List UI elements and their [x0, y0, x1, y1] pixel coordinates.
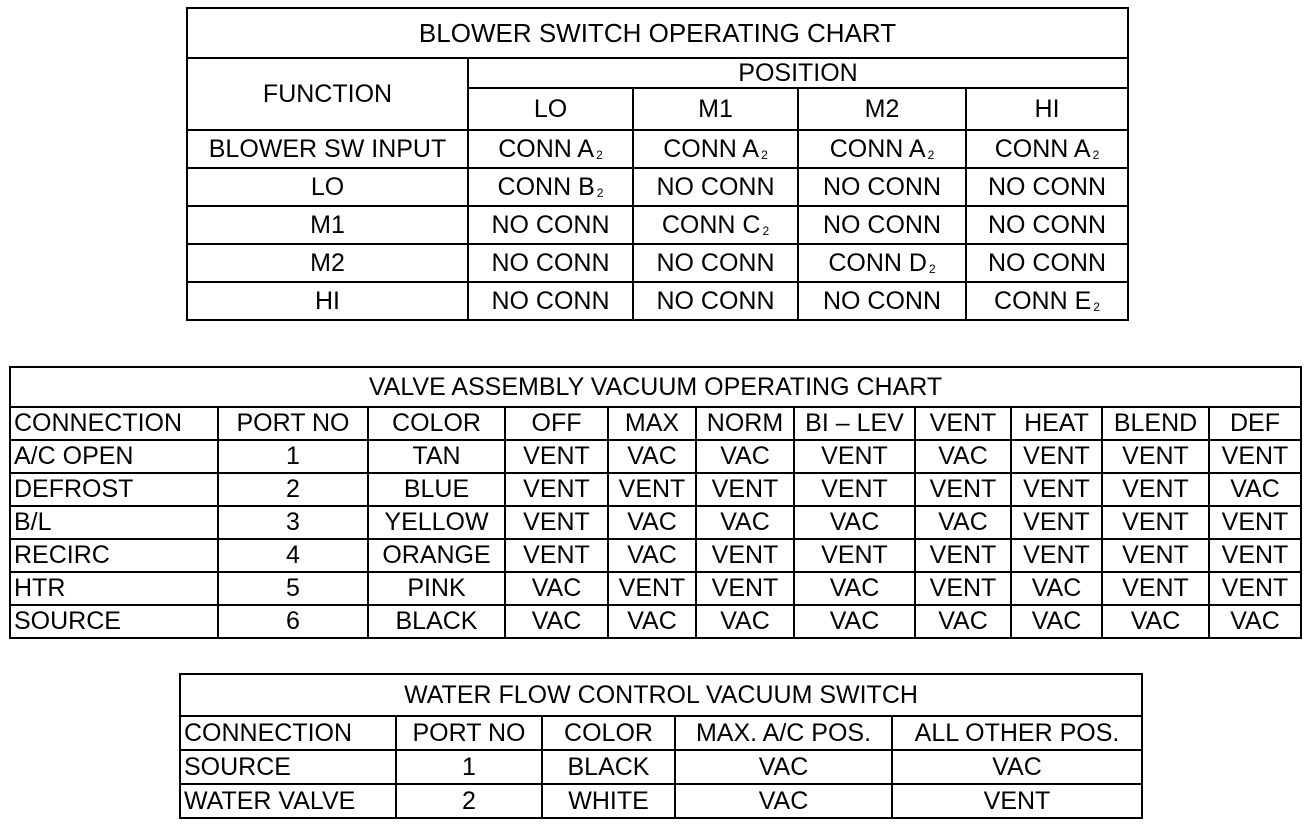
table-cell: VENT: [915, 572, 1011, 605]
table-row: [187, 168, 1128, 206]
connection-cell: SOURCE: [180, 750, 396, 784]
connection-subscript: 2: [762, 223, 770, 238]
table-cell: VAC: [505, 572, 608, 605]
connection-cell: B/L: [10, 506, 218, 539]
table-cell: VENT: [505, 506, 608, 539]
table-cell: VAC: [892, 750, 1142, 784]
table-cell: VENT: [1209, 572, 1301, 605]
table-cell: VENT: [505, 473, 608, 506]
connection-cell: A/C OPEN: [10, 440, 218, 473]
column-header: CONNECTION: [10, 407, 218, 440]
position-col-header: M1: [633, 88, 798, 130]
connection-text: CONN E: [994, 286, 1092, 315]
connection-text: NO CONN: [491, 286, 610, 315]
table-cell: VAC: [608, 440, 696, 473]
position-col-header: HI: [966, 88, 1128, 130]
position-col-header: LO: [468, 88, 633, 130]
table-cell: VENT: [1102, 440, 1209, 473]
function-header: FUNCTION: [187, 58, 468, 130]
column-header: OFF: [505, 407, 608, 440]
table-cell: VAC: [1102, 605, 1209, 638]
connection-subscript: 2: [927, 147, 935, 162]
connection-cell: [633, 244, 798, 282]
table-cell: VENT: [505, 539, 608, 572]
column-header: ALL OTHER POS.: [892, 716, 1142, 750]
connection-text: CONN D: [828, 248, 927, 277]
header-row: [10, 407, 1301, 440]
valve-chart-title: VALVE ASSEMBLY VACUUM OPERATING CHART: [10, 367, 1301, 407]
column-header: PORT NO: [218, 407, 368, 440]
table-cell: VAC: [1011, 572, 1102, 605]
table-row: [10, 605, 1301, 638]
function-cell: HI: [187, 282, 468, 320]
table-cell: WHITE: [542, 784, 675, 818]
connection-cell: [468, 206, 633, 244]
table-cell: VAC: [794, 572, 915, 605]
connection-cell: HTR: [10, 572, 218, 605]
connection-cell: [633, 168, 798, 206]
column-header: HEAT: [1011, 407, 1102, 440]
connection-cell: [966, 244, 1128, 282]
blower-switch-chart: [186, 7, 1129, 321]
connection-text: CONN C: [661, 210, 761, 239]
table-cell: BLACK: [542, 750, 675, 784]
table-cell: VENT: [1209, 440, 1301, 473]
function-cell: M1: [187, 206, 468, 244]
table-cell: 6: [218, 605, 368, 638]
table-cell: 2: [396, 784, 542, 818]
connection-cell: SOURCE: [10, 605, 218, 638]
column-header: PORT NO: [396, 716, 542, 750]
connection-subscript: 2: [596, 147, 603, 162]
table-cell: VENT: [915, 473, 1011, 506]
connection-subscript: 2: [1092, 147, 1100, 162]
table-cell: VENT: [1102, 539, 1209, 572]
connection-text: CONN A: [498, 134, 595, 163]
table-cell: VENT: [505, 440, 608, 473]
table-cell: VENT: [1102, 473, 1209, 506]
table-cell: VAC: [794, 605, 915, 638]
connection-text: NO CONN: [987, 248, 1107, 277]
table-cell: VENT: [1011, 539, 1102, 572]
connection-text: NO CONN: [656, 286, 775, 315]
connection-subscript: 2: [596, 185, 604, 200]
connection-text: NO CONN: [656, 248, 775, 277]
connection-cell: [966, 206, 1128, 244]
table-cell: BLACK: [368, 605, 505, 638]
table-row: [10, 572, 1301, 605]
function-cell: LO: [187, 168, 468, 206]
table-cell: VAC: [696, 605, 794, 638]
position-col-header: M2: [798, 88, 966, 130]
table-cell: VAC: [915, 506, 1011, 539]
connection-cell: [468, 282, 633, 320]
connection-text: CONN A: [663, 134, 760, 163]
table-cell: 4: [218, 539, 368, 572]
table-row: [180, 750, 1142, 784]
connection-text: NO CONN: [987, 210, 1107, 239]
connection-text: NO CONN: [491, 210, 610, 239]
connection-cell: [468, 168, 633, 206]
table-row: [10, 440, 1301, 473]
connection-text: NO CONN: [656, 172, 775, 201]
connection-subscript: 2: [1093, 299, 1100, 314]
connection-cell: [966, 168, 1128, 206]
connection-text: NO CONN: [987, 172, 1107, 201]
table-cell: VENT: [608, 572, 696, 605]
table-cell: 1: [396, 750, 542, 784]
table-cell: VAC: [675, 750, 892, 784]
table-cell: VAC: [1209, 605, 1301, 638]
table-row: [187, 130, 1128, 168]
table-cell: VAC: [1209, 473, 1301, 506]
connection-cell: [798, 282, 966, 320]
function-cell: M2: [187, 244, 468, 282]
connection-cell: [468, 130, 633, 168]
connection-cell: [798, 206, 966, 244]
table-cell: VENT: [1011, 473, 1102, 506]
table-row: [10, 506, 1301, 539]
table-cell: VENT: [1011, 440, 1102, 473]
table-cell: VENT: [696, 473, 794, 506]
column-header: VENT: [915, 407, 1011, 440]
column-header: BLEND: [1102, 407, 1209, 440]
table-cell: VENT: [608, 473, 696, 506]
column-header: MAX: [608, 407, 696, 440]
table-cell: PINK: [368, 572, 505, 605]
position-header: POSITION: [468, 58, 1128, 88]
table-cell: 2: [218, 473, 368, 506]
table-cell: VENT: [1102, 572, 1209, 605]
connection-text: CONN A: [994, 134, 1091, 163]
connection-text: NO CONN: [822, 286, 942, 315]
table-cell: VAC: [675, 784, 892, 818]
connection-subscript: 2: [761, 147, 768, 162]
table-row: [10, 539, 1301, 572]
table-cell: VENT: [696, 572, 794, 605]
table-cell: VENT: [1209, 506, 1301, 539]
table-cell: VENT: [1102, 506, 1209, 539]
table-cell: VENT: [794, 473, 915, 506]
connection-cell: WATER VALVE: [180, 784, 396, 818]
connection-text: NO CONN: [822, 172, 942, 201]
table-cell: VAC: [1011, 605, 1102, 638]
column-header: MAX. A/C POS.: [675, 716, 892, 750]
table-cell: 1: [218, 440, 368, 473]
connection-cell: [798, 168, 966, 206]
table-cell: VAC: [696, 440, 794, 473]
table-cell: VAC: [505, 605, 608, 638]
table-cell: TAN: [368, 440, 505, 473]
table-row: [187, 244, 1128, 282]
water-chart-title: WATER FLOW CONTROL VACUUM SWITCH: [180, 674, 1142, 716]
connection-text: NO CONN: [491, 248, 610, 277]
function-cell: BLOWER SW INPUT: [187, 130, 468, 168]
connection-cell: [633, 206, 798, 244]
connection-cell: [468, 244, 633, 282]
table-cell: VENT: [915, 539, 1011, 572]
connection-cell: [633, 282, 798, 320]
table-row: [180, 784, 1142, 818]
table-cell: VAC: [696, 506, 794, 539]
table-cell: 5: [218, 572, 368, 605]
column-header: COLOR: [368, 407, 505, 440]
table-cell: VENT: [892, 784, 1142, 818]
table-cell: VENT: [794, 539, 915, 572]
table-cell: VENT: [1209, 539, 1301, 572]
connection-cell: RECIRC: [10, 539, 218, 572]
connection-text: CONN B: [497, 172, 595, 201]
water-flow-chart: [179, 673, 1143, 819]
table-row: [187, 206, 1128, 244]
connection-text: CONN A: [829, 134, 926, 163]
table-cell: BLUE: [368, 473, 505, 506]
table-cell: VAC: [608, 605, 696, 638]
table-row: [187, 282, 1128, 320]
table-cell: 3: [218, 506, 368, 539]
table-cell: VAC: [915, 440, 1011, 473]
column-header: COLOR: [542, 716, 675, 750]
column-header: NORM: [696, 407, 794, 440]
connection-cell: [798, 244, 966, 282]
column-header: BI – LEV: [794, 407, 915, 440]
connection-cell: DEFROST: [10, 473, 218, 506]
connection-subscript: 2: [928, 261, 936, 276]
table-cell: ORANGE: [368, 539, 505, 572]
table-cell: VAC: [608, 539, 696, 572]
column-header: CONNECTION: [180, 716, 396, 750]
blower-chart-title: BLOWER SWITCH OPERATING CHART: [187, 8, 1128, 58]
connection-cell: [966, 282, 1128, 320]
table-cell: VAC: [915, 605, 1011, 638]
header-row: [180, 716, 1142, 750]
table-cell: VAC: [608, 506, 696, 539]
table-row: [10, 473, 1301, 506]
table-cell: VAC: [794, 506, 915, 539]
connection-cell: [798, 130, 966, 168]
table-cell: YELLOW: [368, 506, 505, 539]
connection-cell: [966, 130, 1128, 168]
table-cell: VENT: [696, 539, 794, 572]
connection-text: NO CONN: [822, 210, 942, 239]
table-cell: VENT: [794, 440, 915, 473]
connection-cell: [633, 130, 798, 168]
valve-assembly-chart: [9, 366, 1302, 639]
column-header: DEF: [1209, 407, 1301, 440]
table-cell: VENT: [1011, 506, 1102, 539]
